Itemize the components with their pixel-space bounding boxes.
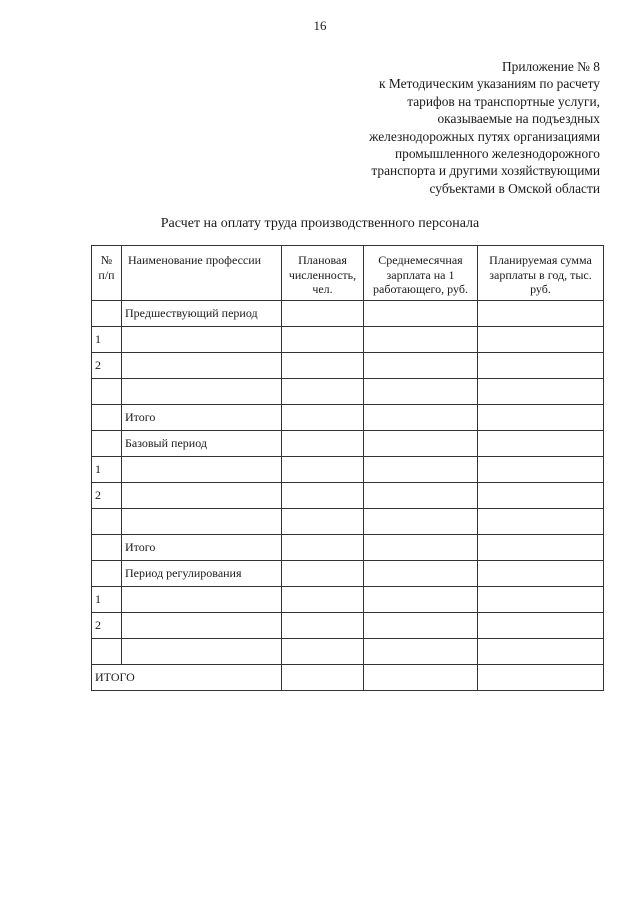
table-row: [92, 327, 604, 353]
cell-annual-salary: [478, 535, 604, 561]
cell-annual-salary: [478, 639, 604, 665]
cell-annual-salary: [478, 509, 604, 535]
cell-avg-salary: [364, 561, 478, 587]
appendix-line: Приложение № 8: [501, 59, 600, 74]
payroll-table: [91, 245, 604, 691]
cell-profession: [122, 379, 282, 405]
cell-annual-salary: [478, 431, 604, 457]
cell-avg-salary: [364, 327, 478, 353]
header-profession: Наименование профессии: [122, 246, 282, 301]
cell-profession: [122, 327, 282, 353]
grand-total-label: ИТОГО: [92, 665, 282, 691]
subtotal-label: Итого: [122, 535, 282, 561]
cell-avg-salary: [364, 509, 478, 535]
cell-headcount: [282, 301, 364, 327]
cell-annual-salary: [478, 587, 604, 613]
grand-total-row: [92, 665, 604, 691]
cell-num: [92, 535, 122, 561]
document-title-text: Расчет на оплату труда производственного персонала: [160, 216, 480, 231]
cell-avg-salary: [364, 613, 478, 639]
cell-avg-salary: [364, 379, 478, 405]
subtotal-row: [92, 405, 604, 431]
cell-headcount: [282, 665, 364, 691]
document-title: [0, 216, 640, 232]
cell-avg-salary: [364, 483, 478, 509]
cell-num: 1: [92, 327, 122, 353]
section-label: Базовый период: [122, 431, 282, 457]
cell-profession: [122, 613, 282, 639]
header-avg-salary: Среднемесячная зарплата на 1 работающего, руб.: [364, 246, 478, 301]
cell-num: [92, 431, 122, 457]
cell-num: [92, 639, 122, 665]
cell-avg-salary: [364, 587, 478, 613]
cell-avg-salary: [364, 431, 478, 457]
cell-headcount: [282, 483, 364, 509]
cell-avg-salary: [364, 639, 478, 665]
table-header-row: [92, 246, 604, 301]
appendix-line: транспорта и другими хозяйствующими: [371, 163, 600, 179]
cell-profession: [122, 587, 282, 613]
cell-profession: [122, 457, 282, 483]
cell-headcount: [282, 613, 364, 639]
section-row-regulation-period: [92, 561, 604, 587]
cell-avg-salary: [364, 405, 478, 431]
table-row: [92, 613, 604, 639]
header-annual-salary: Планируемая сумма зарплаты в год, тыс. руб.: [478, 246, 604, 301]
appendix-line: оказываемые на подъездных: [437, 111, 600, 127]
cell-avg-salary: [364, 665, 478, 691]
cell-annual-salary: [478, 561, 604, 587]
cell-annual-salary: [478, 301, 604, 327]
header-num: № п/п: [92, 246, 122, 301]
table-row: [92, 639, 604, 665]
subtotal-label: Итого: [122, 405, 282, 431]
appendix-line: тарифов на транспортные услуги,: [407, 93, 600, 109]
cell-num: 2: [92, 613, 122, 639]
table-row: [92, 457, 604, 483]
cell-headcount: [282, 405, 364, 431]
appendix-line: железнодорожных путях организациями: [369, 128, 600, 144]
cell-avg-salary: [364, 457, 478, 483]
table-row: [92, 353, 604, 379]
cell-headcount: [282, 457, 364, 483]
table-row: [92, 587, 604, 613]
appendix-line: к Методическим указаниям по расчету: [379, 76, 600, 92]
appendix-note: [300, 58, 600, 197]
section-label: Предшествующий период: [122, 301, 282, 327]
cell-annual-salary: [478, 457, 604, 483]
cell-annual-salary: [478, 483, 604, 509]
cell-profession: [122, 509, 282, 535]
cell-num: [92, 561, 122, 587]
cell-profession: [122, 639, 282, 665]
cell-num: [92, 405, 122, 431]
cell-annual-salary: [478, 613, 604, 639]
cell-headcount: [282, 327, 364, 353]
table-row: [92, 379, 604, 405]
cell-headcount: [282, 639, 364, 665]
appendix-line: промышленного железнодорожного: [394, 146, 600, 162]
cell-headcount: [282, 561, 364, 587]
cell-num: 1: [92, 587, 122, 613]
cell-num: 2: [92, 483, 122, 509]
cell-avg-salary: [364, 301, 478, 327]
table-row: [92, 483, 604, 509]
cell-headcount: [282, 379, 364, 405]
subtotal-row: [92, 535, 604, 561]
page-number: 16: [313, 18, 327, 33]
cell-num: [92, 379, 122, 405]
cell-avg-salary: [364, 353, 478, 379]
section-row-base-period: [92, 431, 604, 457]
section-label: Период регулирования: [122, 561, 282, 587]
cell-headcount: [282, 431, 364, 457]
cell-avg-salary: [364, 535, 478, 561]
cell-annual-salary: [478, 405, 604, 431]
table-row: [92, 509, 604, 535]
cell-annual-salary: [478, 379, 604, 405]
cell-profession: [122, 483, 282, 509]
cell-annual-salary: [478, 353, 604, 379]
cell-num: 1: [92, 457, 122, 483]
cell-headcount: [282, 535, 364, 561]
cell-headcount: [282, 587, 364, 613]
appendix-line: субъектами в Омской области: [429, 180, 600, 196]
section-row-previous-period: [92, 301, 604, 327]
cell-profession: [122, 353, 282, 379]
cell-headcount: [282, 509, 364, 535]
cell-num: 2: [92, 353, 122, 379]
cell-annual-salary: [478, 665, 604, 691]
cell-headcount: [282, 353, 364, 379]
header-headcount: Плановая численность, чел.: [282, 246, 364, 301]
cell-num: [92, 509, 122, 535]
cell-num: [92, 301, 122, 327]
cell-annual-salary: [478, 327, 604, 353]
